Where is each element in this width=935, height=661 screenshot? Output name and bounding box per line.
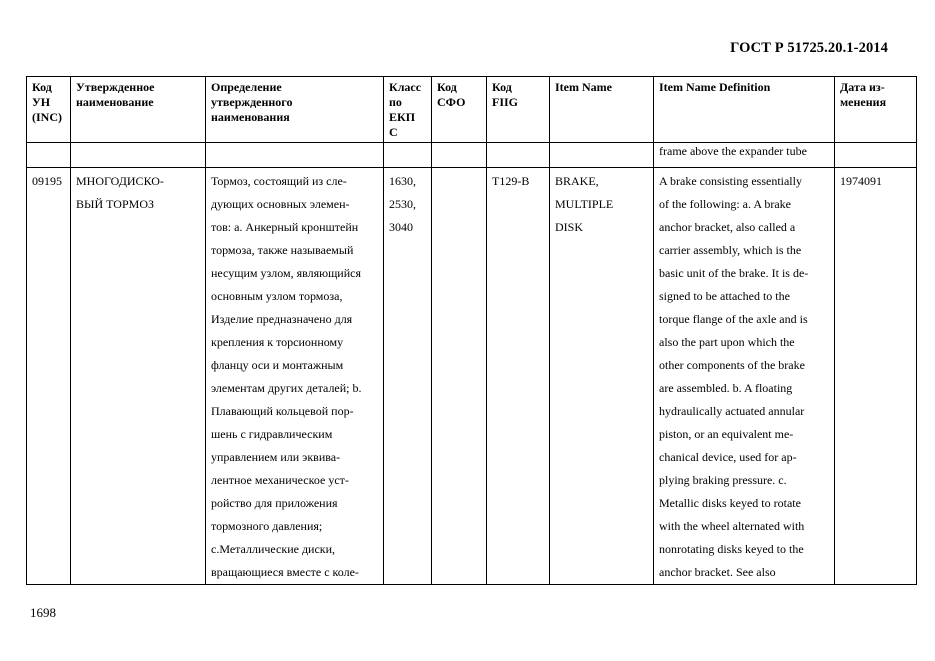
text-line: 2530, [389,197,416,211]
text-line: of the following: a. A brake [659,197,791,211]
text-line: (INC) [32,110,62,124]
text-line: torque flange of the axle and is [659,312,808,326]
text-line: основным узлом тормоза, [211,289,343,303]
text-line: дующих основных элемен- [211,197,350,211]
text-line: basic unit of the brake. It is de- [659,266,809,280]
item-name-table [26,76,917,585]
standard-code: ГОСТ Р 51725.20.1-2014 [730,40,888,56]
fsc-class [384,168,432,585]
sfo-code [432,168,487,585]
col-header-definition-ru [206,77,384,143]
text-line: FIIG [492,95,519,109]
text-line: Дата из- [840,80,885,94]
text-line: Тормоз, состоящий из сле- [211,174,347,188]
text-line: крепления к торсионному [211,335,344,349]
text-line: chanical device, used for ap- [659,450,797,464]
text-line: Item Name [555,80,612,94]
text-line: are assembled. b. A floating [659,381,793,395]
continuation-row [27,143,917,168]
col-header-change-date [835,77,917,143]
text-line: лентное механическое уст- [211,473,349,487]
text-line: plying braking pressure. c. [659,473,787,487]
text-line: c.Металлические диски, [211,542,336,556]
text-line: also the part upon which the [659,335,795,349]
text-line: наименования [211,110,290,124]
text-line: 3040 [389,220,413,234]
page-number: 1698 [30,605,56,620]
text-line: anchor bracket. See also [659,565,776,579]
text-line: nonrotating disks keyed to the [659,542,804,556]
text-line: piston, or an equivalent me- [659,427,794,441]
text-line: Код [492,80,512,94]
text-line: тормоза, также называемый [211,243,354,257]
text-line: DISK [555,220,584,234]
text-line: Класс [389,80,422,94]
text-line: вращающиеся вместе с коле- [211,565,359,579]
text-line: signed to be attached to the [659,289,790,303]
text-line: Код [437,80,457,94]
text-line: A brake consisting essentially [659,174,802,188]
text-line: С [389,125,398,139]
col-header-fiig-code [487,77,550,143]
text-line: УН [32,95,51,109]
text-line: hydraulically actuated annular [659,404,805,418]
text-line: Изделие предназначено для [211,312,353,326]
text-line: carrier assembly, which is the [659,243,802,257]
text-line: утвержденного [211,95,293,109]
text-line: фланцу оси и монтажным [211,358,344,372]
col-header-item-name-definition [654,77,835,143]
inc-code: 09195 [27,168,71,585]
text-line: элементам других деталей; b. [211,381,362,395]
text-line: with the wheel alternated with [659,519,805,533]
text-line: 1630, [389,174,416,188]
text-line: Код [32,80,52,94]
col-header-fsc-class [384,77,432,143]
text-line: Определение [211,80,282,94]
text-line: BRAKE, [555,174,599,188]
text-line: ВЫЙ ТОРМОЗ [76,197,154,211]
item-name-en [550,168,654,585]
col-header-approved-name [71,77,206,143]
change-date: 1974091 [835,168,917,585]
text-line: Item Name Definition [659,80,771,94]
text-line: по [389,95,402,109]
text-line: other components of the brake [659,358,805,372]
text-line: менения [840,95,887,109]
col-header-sfo-code [432,77,487,143]
text-line: несущим узлом, являющийся [211,266,361,280]
fiig-code: T129-B [487,168,550,585]
text-line: Плавающий кольцевой пор- [211,404,354,418]
text-line: МНОГОДИСКО- [76,174,164,188]
header-row [27,77,917,143]
table-row [27,168,917,585]
text-line: ЕКП [389,110,416,124]
col-header-item-name [550,77,654,143]
text-line: MULTIPLE [555,197,614,211]
text-line: Утвержденное [76,80,155,94]
approved-name-ru [71,168,206,585]
text-line: тормозного давления; [211,519,323,533]
text-line: СФО [437,95,466,109]
text-line: шень с гидравлическим [211,427,333,441]
text-line: тов: a. Анкерный кронштейн [211,220,359,234]
definition-ru [206,168,384,585]
text-line: ройство для приложения [211,496,338,510]
text-line: Metallic disks keyed to rotate [659,496,801,510]
definition-en [654,168,835,585]
text-line: anchor bracket, also called a [659,220,796,234]
text-line: наименование [76,95,154,109]
col-header-inc [27,77,71,143]
text-line: управлением или эквива- [211,450,341,464]
continuation-definition-en: frame above the expander tube [654,143,835,168]
